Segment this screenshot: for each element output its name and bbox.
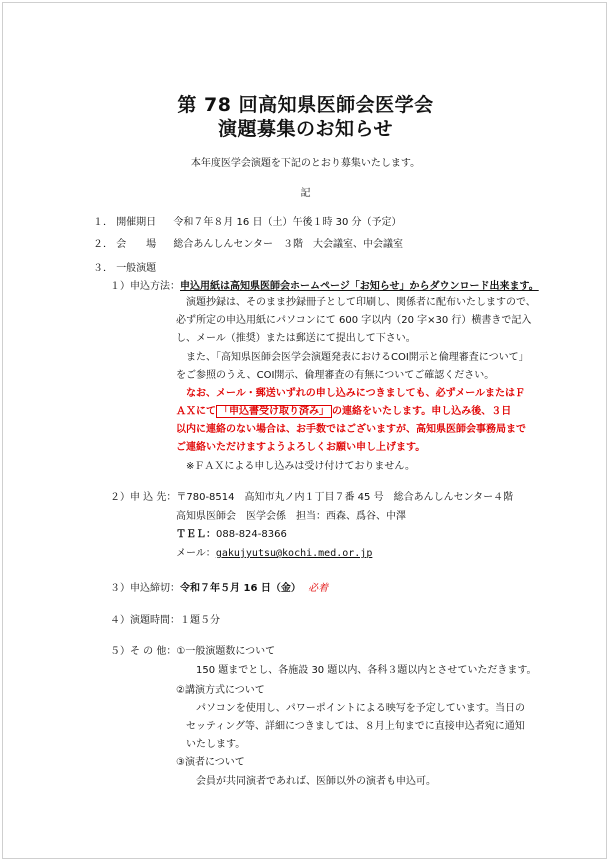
item-date [93, 216, 402, 230]
page-subtitle: 演題募集のお知らせ [218, 118, 393, 140]
method-headline: 申込用紙は高知県医師会ホームページ「お知らせ」からダウンロード出来ます。 [180, 281, 539, 292]
method-notice-line4: ご連絡いただけますようよろしくお願い申し上げます。 [176, 442, 426, 453]
method-p1-line3: し、メール（推奨）または郵送にて提出して下さい。 [176, 333, 416, 344]
other-heading-1: ①一般演題数について [176, 646, 276, 657]
deadline-note: 必着 [308, 583, 329, 594]
item-label: 一般演題 [116, 263, 157, 274]
other-body-2-line2: セッティング等、詳細につきましては、８月上旬までに直接申込者宛に通知 [186, 721, 525, 732]
deadline-value: 令和７年５月 16 日（金） [180, 583, 301, 594]
method-notice-line2 [176, 405, 511, 419]
item-value: 総合あんしんセンター ３階 大会議室、中会議室 [173, 239, 403, 250]
other-body-3: 会員が共同演者であれば、医師以外の演者も申込可。 [196, 776, 436, 787]
intro-text: 本年度医学会演題を下記のとおり募集いたします。 [190, 158, 421, 169]
mail-row [176, 547, 372, 561]
page-title: 第 78 回高知県医師会医学会 [177, 94, 434, 116]
time-label: ４）演題時間： [110, 615, 180, 626]
tel-value: 088-824-8366 [216, 529, 287, 540]
method-row [110, 280, 539, 294]
method-label: １）申込方法： [110, 281, 180, 292]
method-p2-line2: をご参照のうえ、COI開示、倫理審査の有無についてご確認ください。 [176, 370, 495, 381]
tel-row [176, 528, 287, 542]
ki-marker: 記 [300, 188, 311, 199]
method-notice-line3: 以内に連絡のない場合は、お手数ではございますが、高知県医師会事務局まで [176, 424, 526, 435]
item-venue [93, 238, 403, 252]
address-line1: 〒780-8514 高知市丸ノ内１丁目７番 45 号 総合あんしんセンター４階 [176, 492, 514, 503]
time-row [110, 614, 220, 628]
item-general [93, 262, 156, 276]
other-heading-3: ③演者について [176, 757, 245, 768]
item-label: 開催期日 [116, 217, 157, 228]
notice-highlight: 「申込書受け取り済み」 [216, 405, 332, 418]
other-label: ５）そ の 他： [110, 646, 177, 657]
item-value: 令和７年８月 16 日（土）午後１時 30 分（予定） [173, 217, 402, 228]
method-notice-line1: なお、メール・郵送いずれの申し込みにつきましても、必ずメールまたはＦ [186, 388, 525, 399]
address-line2: 高知県医師会 医学会係 担当：西森、爲谷、中澤 [176, 511, 406, 522]
other-body-1: 150 題までとし、各施設 30 題以内、各科３題以内とさせていただきます。 [196, 665, 537, 676]
mail-label: メール： [176, 548, 216, 559]
time-value: １題５分 [180, 615, 220, 626]
fax-note: ※ＦＡＸによる申し込みは受け付けておりません。 [186, 461, 415, 472]
address-label: ２）申 込 先： [110, 492, 177, 503]
deadline-row [110, 582, 328, 596]
item-number: ３． [93, 263, 113, 274]
address-row [110, 491, 513, 505]
notice-suffix: の連絡をいたします。申し込み後、３日 [332, 406, 512, 417]
method-p1-line2: 必ず所定の申込用紙にパソコンにて 600 字以内（20 字×30 行）横書きで記入 [176, 315, 532, 326]
mail-link[interactable]: gakujyutsu@kochi.med.or.jp [215, 548, 373, 559]
other-heading-2: ②講演方式について [176, 685, 265, 696]
other-body-2-line1: パソコンを使用し、パワーポイントによる映写を予定しています。当日の [196, 703, 525, 714]
tel-label: ＴＥＬ： [176, 529, 216, 540]
other-body-2-line3: いたします。 [186, 739, 246, 750]
item-label: 会 場 [116, 239, 157, 250]
deadline-label: ３）申込締切： [110, 583, 180, 594]
notice-prefix: ＡＸにて [176, 406, 216, 417]
item-number: ２． [93, 239, 113, 250]
method-p2-line1: また、「高知県医師会医学会演題発表におけるCOI開示と倫理審査について」 [186, 352, 529, 363]
method-p1-line1: 演題抄録は、そのまま抄録冊子として印刷し、関係者に配布いたしますので、 [186, 297, 536, 308]
item-number: １． [93, 217, 113, 228]
other-row [110, 645, 275, 659]
